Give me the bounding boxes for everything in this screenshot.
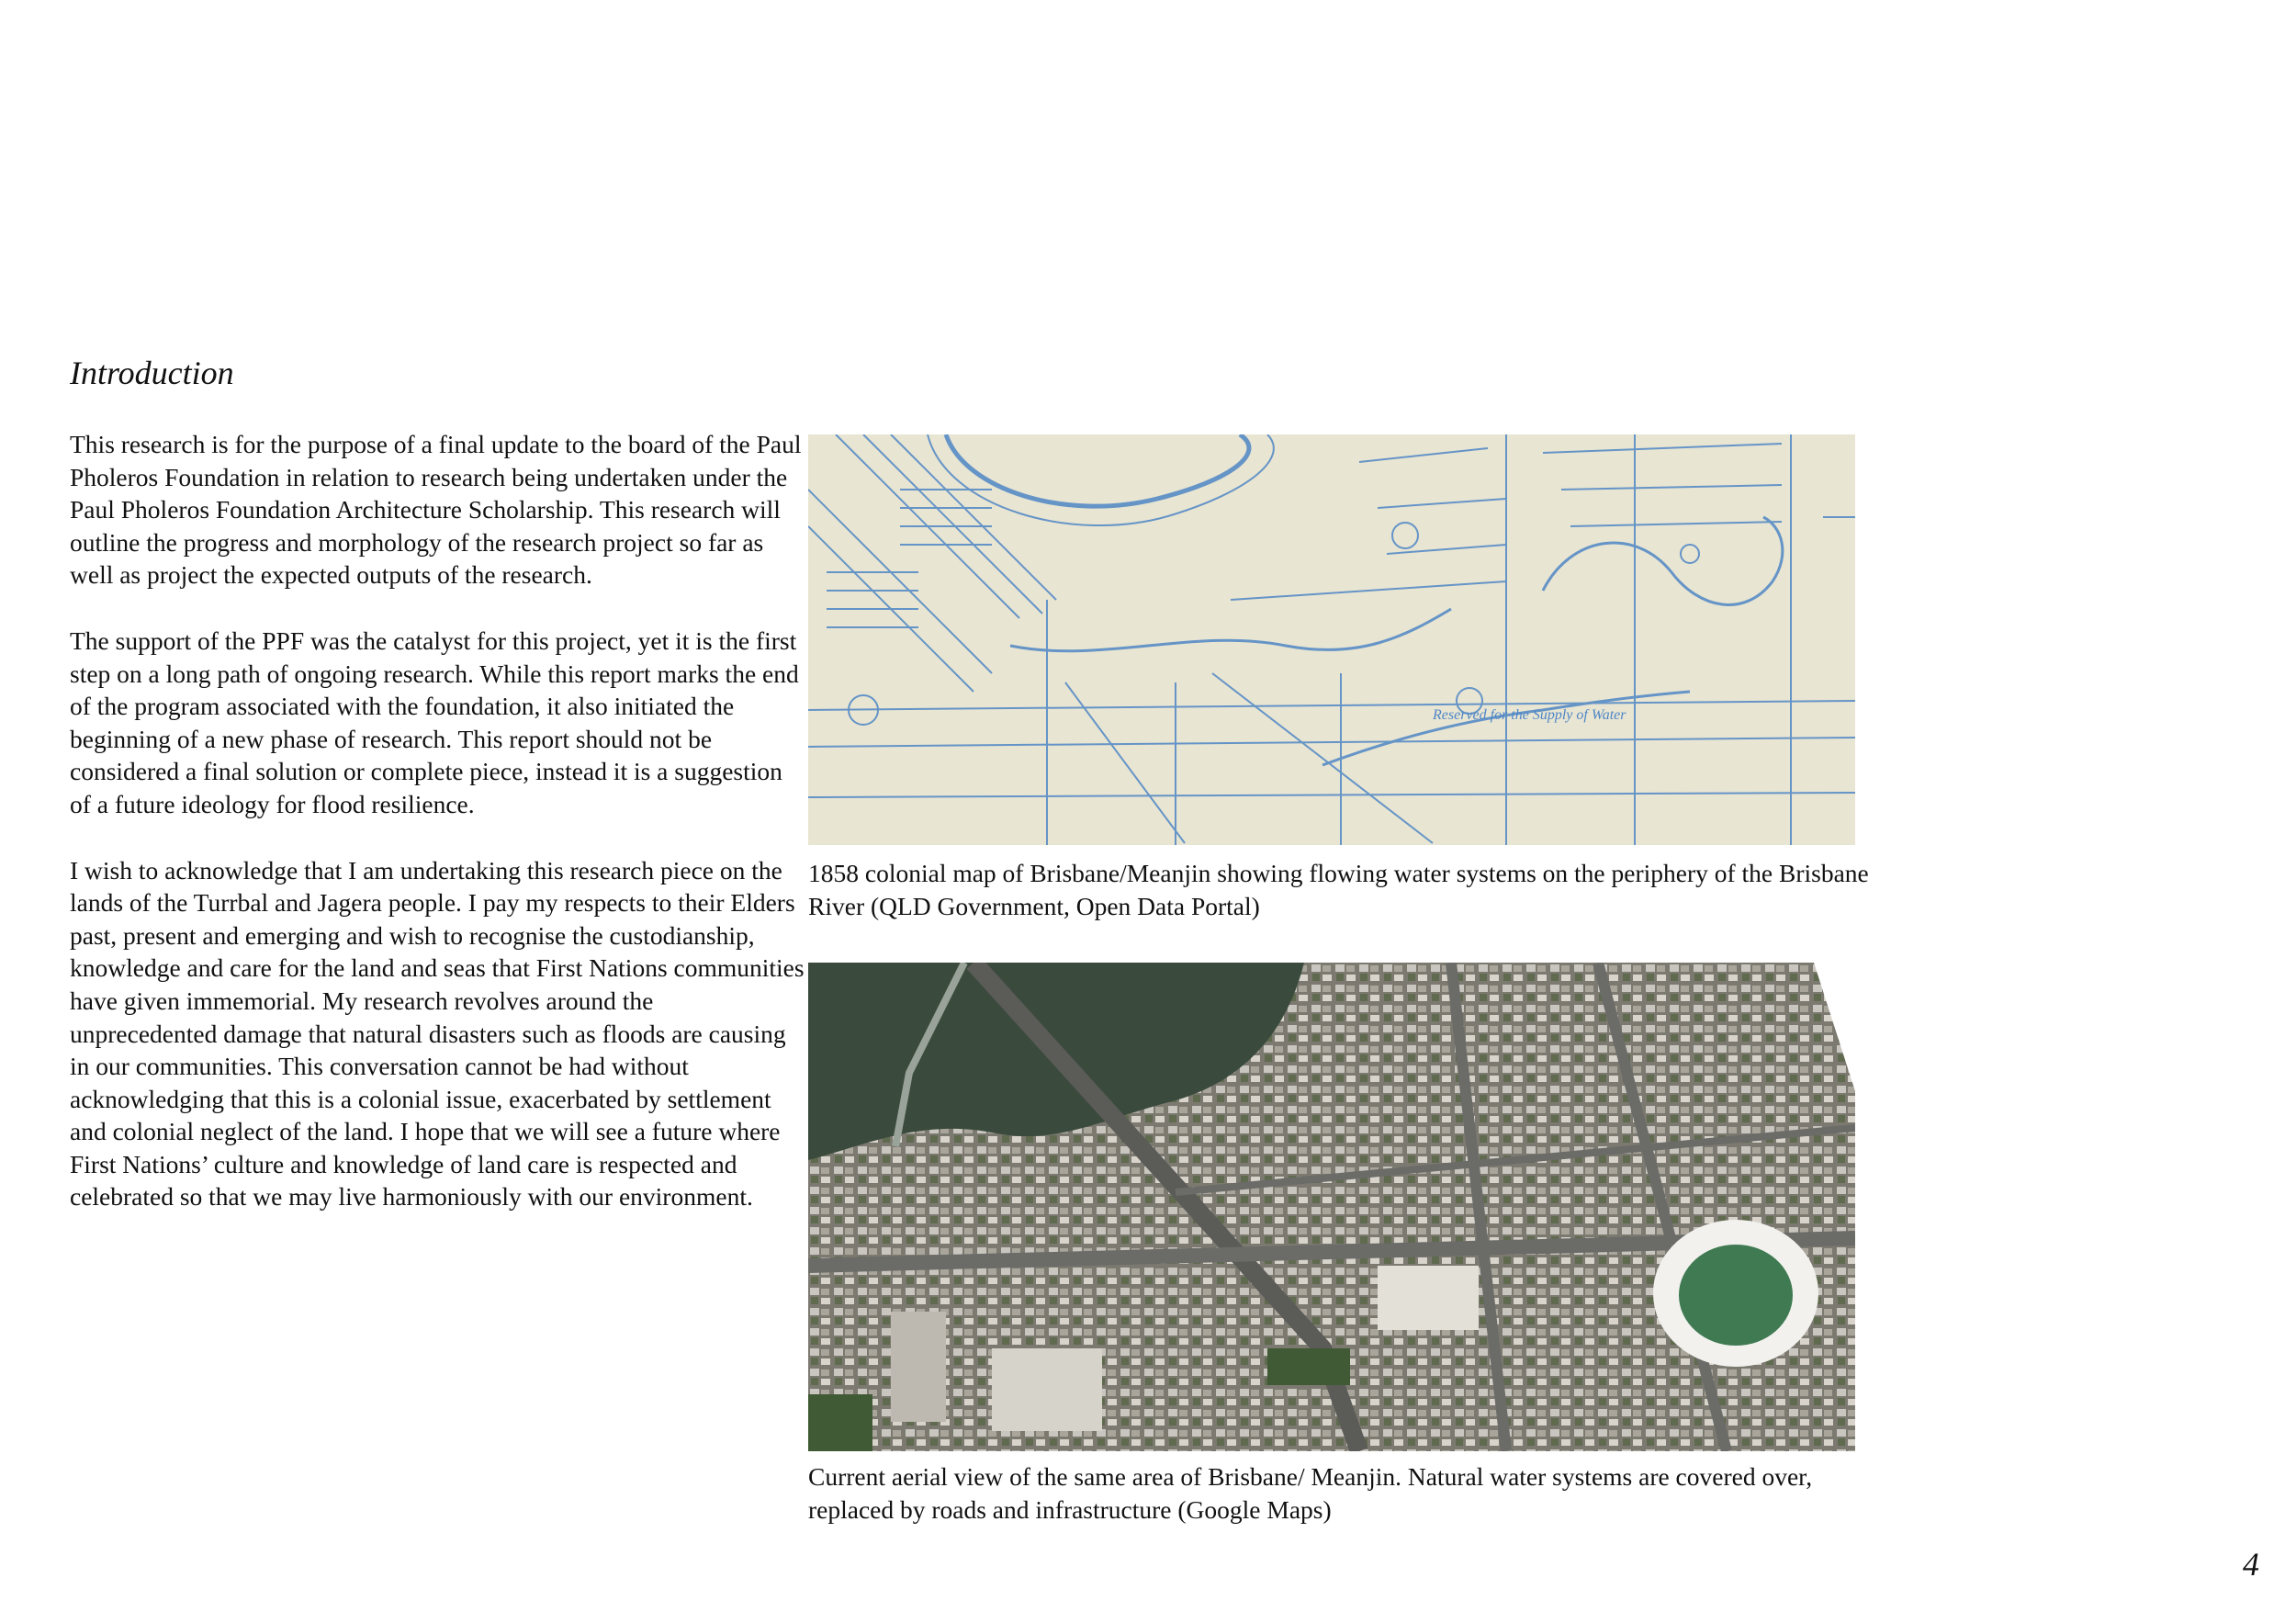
map-annotation: Reserved for the Supply of Water <box>1433 707 1626 723</box>
paragraph-purpose: This research is for the purpose of a final update to the board of the Paul Pholeros Foundation in relation to research being undertaken under the Paul Pholeros Foundation Architecture Scholarship. This research will outline the progress and morphology of the research project so far as well as project the expected outputs of the research. <box>70 430 802 590</box>
aerial-view-drawing <box>808 963 1855 1451</box>
aerial-view-caption: Current aerial view of the same area of Brisbane/ Meanjin. Natural water systems are covered over, replaced by roads and infrastructure (Google Maps) <box>808 1462 1813 1524</box>
colonial-map-caption: 1858 colonial map of Brisbane/Meanjin showing flowing water systems on the periphery of the Brisbane River (QLD Government, Open Data Portal) <box>808 859 1869 920</box>
aerial-view-image <box>808 963 1855 1451</box>
section-heading: Introduction <box>70 355 234 391</box>
body-text <box>70 428 805 1246</box>
paragraph-support: The support of the PPF was the catalyst for this project, yet it is the first step on a long path of ongoing research. While this report marks the end of the program associated with the foundation, it also initiated the beginning of a new phase of research. This report should not be considered a final solution or complete piece, instead it is a suggestion of a future ideology for flood resilience. <box>70 626 799 818</box>
paragraph-acknowledgement: I wish to acknowledge that I am undertaking this research piece on the lands of the Turrbal and Jagera people. I pay my respects to their Elders past, present and emerging and wish to recognise the custodianship, knowledge and care for the land and seas that First Nations communities have given immemorial. My research revolves around the unprecedented damage that natural disasters such as floods are causing in our communities. This conversation cannot be had without acknowledging that this is a colonial issue, exacerbated by settlement and colonial neglect of the land. I hope that we will see a future where First Nations’ culture and knowledge of land care is respected and celebrated so that we may live harmoniously with our environment. <box>70 855 805 1212</box>
colonial-map-image <box>808 434 1855 845</box>
page-number: 4 <box>2243 1546 2259 1583</box>
colonial-map-drawing <box>808 434 1855 845</box>
